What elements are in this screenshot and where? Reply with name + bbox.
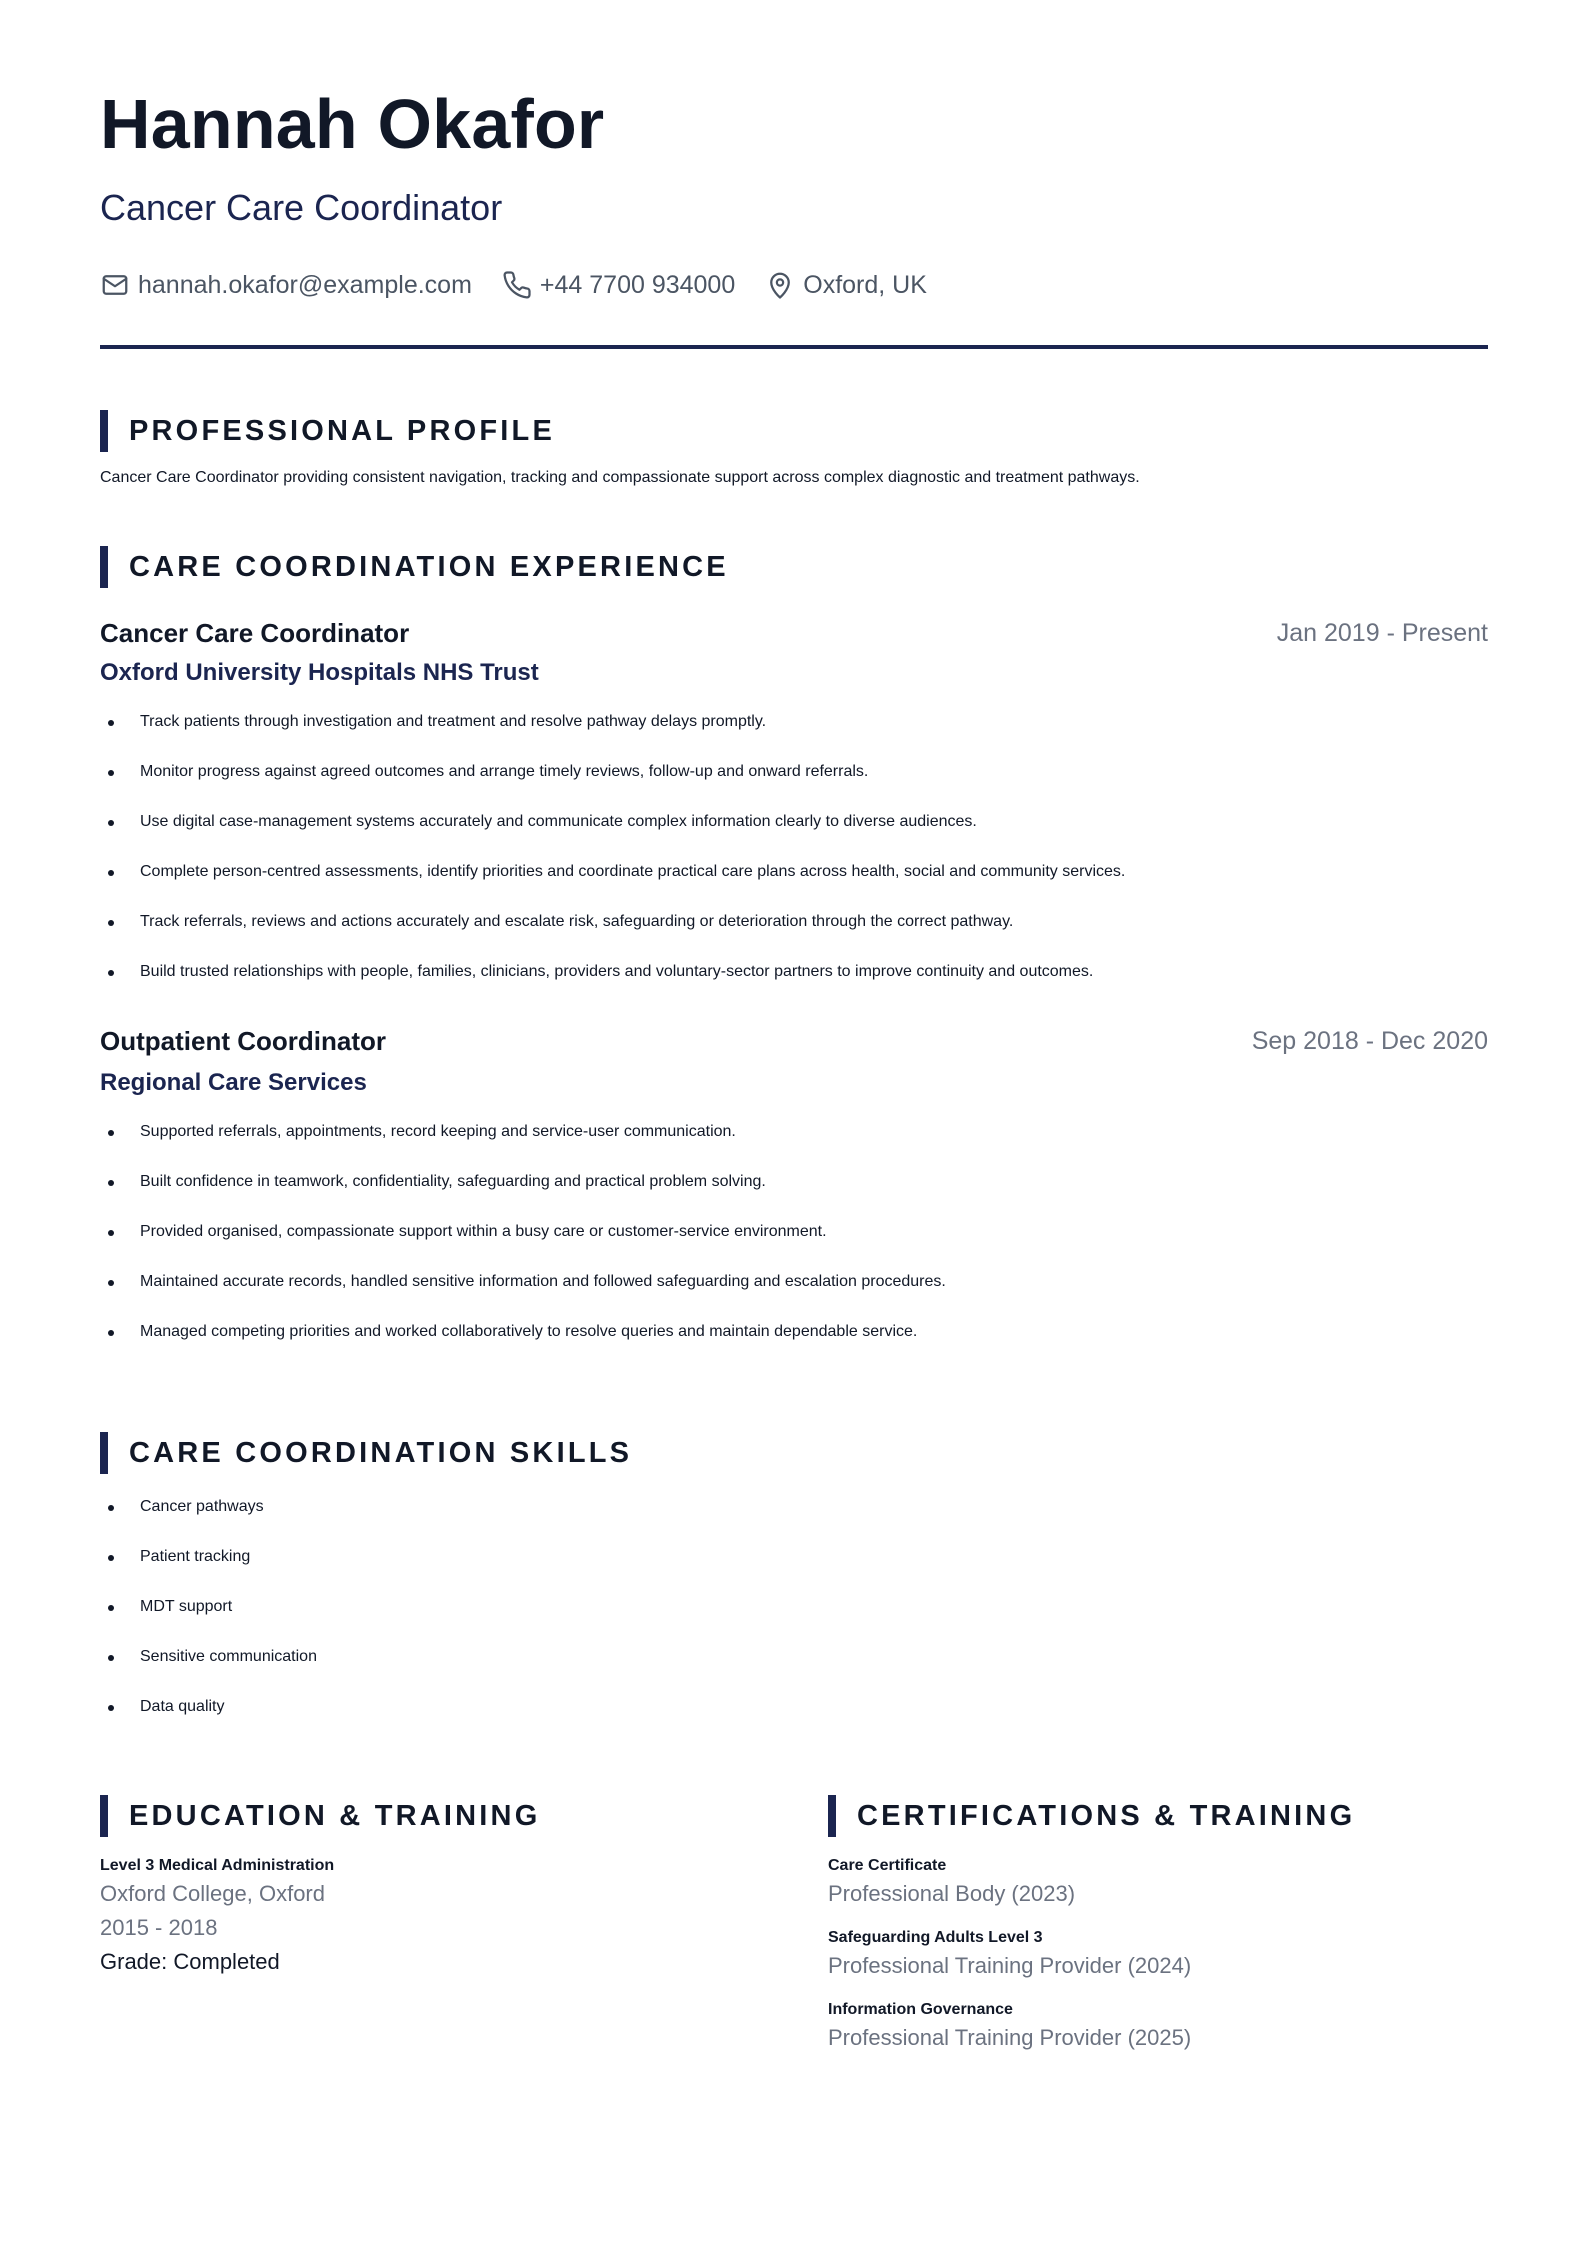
candidate-name: Hannah Okafor <box>100 85 605 163</box>
contact-row <box>100 270 957 300</box>
heading-accent-bar <box>100 1795 108 1837</box>
job-dates: Sep 2018 - Dec 2020 <box>1251 1027 1488 1055</box>
location-pin-icon <box>765 270 795 300</box>
section-title: CERTIFICATIONS & TRAINING <box>857 1799 1356 1832</box>
section-heading-skills <box>100 1432 632 1474</box>
certification-provider: Professional Training Provider (2025) <box>828 2025 1192 2050</box>
education-grade: Grade: Completed <box>100 1949 280 1974</box>
list-item: Managed competing priorities and worked collaboratively to resolve queries and maintain dependable service. <box>100 1322 946 1372</box>
section-title: PROFESSIONAL PROFILE <box>129 414 556 447</box>
list-item: Complete person-centred assessments, identify priorities and coordinate practical care plans across health, social and community services. <box>100 862 1125 912</box>
list-item: Cancer pathways <box>100 1497 317 1547</box>
job-title: Outpatient Coordinator <box>100 1026 386 1056</box>
certification-provider: Professional Body (2023) <box>828 1881 1076 1906</box>
list-item: Maintained accurate records, handled sensitive information and followed safeguarding and escalation procedures. <box>100 1272 946 1322</box>
institution: Oxford College, Oxford <box>100 1881 325 1906</box>
list-item: MDT support <box>100 1597 317 1647</box>
skills-list <box>100 1497 317 1747</box>
job-bullet-list <box>100 712 1125 1012</box>
job-organisation: Oxford University Hospitals NHS Trust <box>100 659 539 686</box>
certification-provider: Professional Training Provider (2024) <box>828 1953 1192 1978</box>
phone-icon <box>502 270 532 300</box>
heading-accent-bar <box>100 410 108 452</box>
list-item: Provided organised, compassionate support within a busy care or customer-service environment. <box>100 1222 946 1272</box>
section-title: CARE COORDINATION EXPERIENCE <box>129 550 729 583</box>
list-item <box>828 1929 1191 1979</box>
section-title: EDUCATION & TRAINING <box>129 1799 541 1832</box>
location-text: Oxford, UK <box>803 271 927 299</box>
list-item: Monitor progress against agreed outcomes and arrange timely reviews, follow-up and onward referrals. <box>100 762 1125 812</box>
list-item: Data quality <box>100 1697 317 1747</box>
list-item: Built confidence in teamwork, confidentiality, safeguarding and practical problem solving. <box>100 1172 946 1222</box>
job-bullet-list <box>100 1122 946 1372</box>
job-dates: Jan 2019 - Present <box>1276 619 1488 647</box>
certification-title: Care Certificate <box>828 1857 947 1874</box>
email-text: hannah.okafor@example.com <box>138 271 472 299</box>
candidate-role: Cancer Care Coordinator <box>100 187 503 228</box>
list-item: Track patients through investigation and treatment and resolve pathway delays promptly. <box>100 712 1125 762</box>
education-dates: 2015 - 2018 <box>100 1915 218 1940</box>
heading-accent-bar <box>100 1432 108 1474</box>
education-entry <box>100 1857 334 1975</box>
heading-accent-bar <box>828 1795 836 1837</box>
list-item: Sensitive communication <box>100 1647 317 1697</box>
heading-accent-bar <box>100 546 108 588</box>
phone-text: +44 7700 934000 <box>539 271 736 299</box>
section-heading-experience <box>100 546 729 588</box>
section-heading-profile <box>100 410 555 452</box>
section-heading-certifications <box>828 1795 1355 1837</box>
list-item: Supported referrals, appointments, record keeping and service-user communication. <box>100 1122 946 1172</box>
certifications-list <box>828 1857 1191 2073</box>
section-heading-education <box>100 1795 540 1837</box>
job-title: Cancer Care Coordinator <box>100 618 410 648</box>
list-item: Track referrals, reviews and actions accurately and escalate risk, safeguarding or deterioration through the correct pathway. <box>100 912 1125 962</box>
job-organisation: Regional Care Services <box>100 1069 367 1096</box>
list-item: Patient tracking <box>100 1547 317 1597</box>
profile-summary: Cancer Care Coordinator providing consistent navigation, tracking and compassionate support across complex diagnostic and treatment pathways. <box>100 469 1140 486</box>
list-item <box>828 1857 1191 1907</box>
qualification-title: Level 3 Medical Administration <box>100 1857 335 1874</box>
certification-title: Information Governance <box>828 2001 1013 2018</box>
header-divider <box>100 345 1488 349</box>
section-title: CARE COORDINATION SKILLS <box>129 1436 633 1469</box>
certification-title: Safeguarding Adults Level 3 <box>828 1929 1043 1946</box>
list-item: Build trusted relationships with people, families, clinicians, providers and voluntary-sector partners to improve continuity and outcomes. <box>100 962 1125 1012</box>
contact-phone[interactable] <box>502 270 735 300</box>
list-item: Use digital case-management systems accurately and communicate complex information clearly to diverse audiences. <box>100 812 1125 862</box>
contact-email[interactable] <box>100 270 472 300</box>
list-item <box>828 2001 1191 2051</box>
contact-location <box>765 270 927 300</box>
mail-icon <box>100 270 130 300</box>
